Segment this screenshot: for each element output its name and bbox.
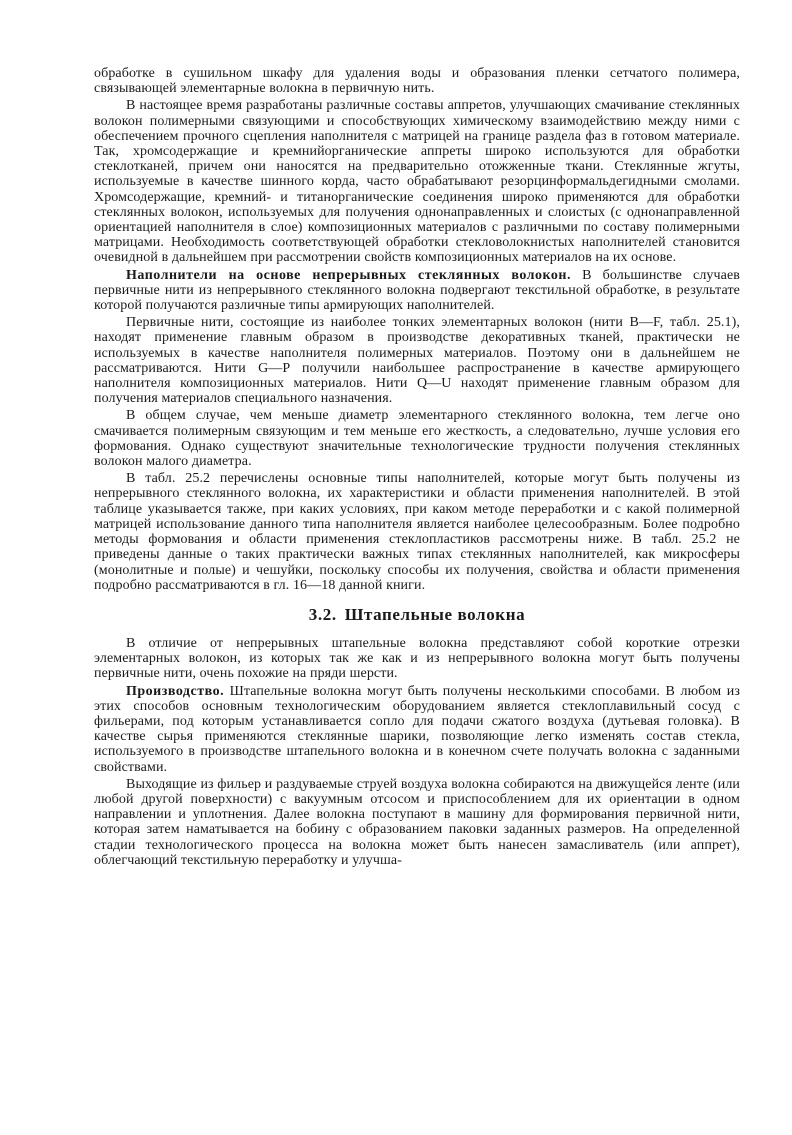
paragraph-text: В большинстве случаев первичные нити из непрерывного стеклянного волокна подвергают текстильной обработке, в результате которой получаются различные типы армирующих наполнителей.	[94, 267, 740, 314]
paragraph	[94, 66, 740, 96]
paragraph-text: В отличие от непрерывных штапельные волокна представляют собой короткие отрезки элементарных волокон, из которых так же как и из непрерывного волокна могут быть получены первичные нити, очень похожие на пряди шерсти.	[94, 635, 740, 682]
paragraph-text: В табл. 25.2 перечислены основные типы наполнителей, которые могут быть получены из непрерывного стеклянного волокна, их характеристики и области применения наполнителей. В этой таблице указывается также, при каких условиях, при каком методе переработки и с какой полимерной матрицей использование данного типа наполнителя является наиболее целесообразным. Более подробно методы формования и области применения стеклопластиков рассмотрены ниже. В табл. 25.2 не приведены данные о таких практически важных типах стеклянных наполнителей, как микросферы (монолитные и полые) и чешуйки, поскольку способы их получения, свойства и области применения подробно рассматриваются в гл. 16—18 данной книги.	[94, 471, 740, 593]
run-in-heading: Производство.	[126, 683, 225, 699]
paragraph	[94, 471, 740, 593]
paragraph	[94, 408, 740, 469]
paragraph	[94, 684, 740, 775]
body-after	[94, 636, 740, 868]
section-heading	[94, 605, 740, 625]
paragraph	[94, 268, 740, 314]
paragraph-text: В настоящее время разработаны различные составы аппретов, улучшающих смачивание стеклянных волокон полимерными связующими и способствующих химическому взаимодействию между ними с обеспечением прочного сцепления наполнителя с матрицей на границе раздела фаз в готовом материале. Так, хромсодержащие и кремнийорганические аппреты широко используются для обработки стеклотканей, причем они наносятся на предварительно отожженные ткани. Стеклянные жгуты, используемые в качестве шинного корда, часто обрабатывают резорцинформальдегидными смолами. Хромсодержащие, кремний- и титанорганические соединения широко применяются для обработки стеклянных волокон, используемых для получения однонаправленных и слоистых (с однонаправленной ориентацией наполнителя в слое) композиционных материалов с различными по составу полимерными матрицами. Необходимость соответствующей обработки стекловолокнистых наполнителей становится очевидной в дальнейшем при рассмотрении свойств композиционных материалов на их основе.	[94, 98, 740, 266]
paragraph-text: Выходящие из фильер и раздуваемые струей воздуха волокна собираются на движущейся ленте (или любой другой поверхности) с вакуумным отсосом и приспособлением для их ориентации в одном направлении и уплотнения. Далее волокна поступают в машину для формирования первичной нити, которая затем наматывается на бобину с образованием паковки заданных размеров. На определенной стадии технологического процесса на волокна может быть нанесен замасливатель (или аппрет), облегчающий текстильную переработку и улучша-	[94, 776, 740, 868]
section-number: 3.2.	[308, 604, 337, 624]
paragraph-text: Первичные нити, состоящие из наиболее тонких элементарных волокон (нити B—F, табл. 25.1), находят применение главным образом в производстве декоративных тканей, практически не используемых в качестве наполнителя полимерных материалов. Поэтому они в дальнейшем не рассматриваются. Нити G—P получили наибольшее распространение в качестве армирующего наполнителя композиционных материалов. Нити Q—U находят применение главным образом для получения материалов специального назначения.	[94, 315, 740, 407]
run-in-heading: Наполнители на основе непрерывных стеклянных волокон.	[126, 267, 571, 283]
paragraph-text: В общем случае, чем меньше диаметр элементарного стеклянного волокна, тем легче оно смачивается полимерным связующим и тем меньше его жесткость, а следовательно, лучше условия его формования. Однако существуют значительные технологические трудности получения стеклянных волокон малого диаметра.	[94, 408, 740, 470]
paragraph	[94, 636, 740, 682]
paragraph-text: обработке в сушильном шкафу для удаления воды и образования пленки сетчатого полимера, связывающей элементарные волокна в первичную нить.	[94, 66, 740, 97]
body-before	[94, 66, 740, 593]
paragraph	[94, 777, 740, 868]
paragraph-text: Штапельные волокна могут быть получены несколькими способами. В любом из этих способов основным технологическим оборудованием является стеклоплавильный сосуд с фильерами, под которым устанавливается сопло для подачи сжатого воздуха (дутьевая головка). В качестве сырья применяются стеклянные шарики, позволяющие легко изменять состав стекла, используемого в производстве штапельного волокна и в конечном счете получать волокна с заданными свойствами.	[94, 683, 740, 775]
paragraph	[94, 315, 740, 406]
paragraph	[94, 98, 740, 265]
section-title: Штапельные волокна	[344, 604, 526, 624]
